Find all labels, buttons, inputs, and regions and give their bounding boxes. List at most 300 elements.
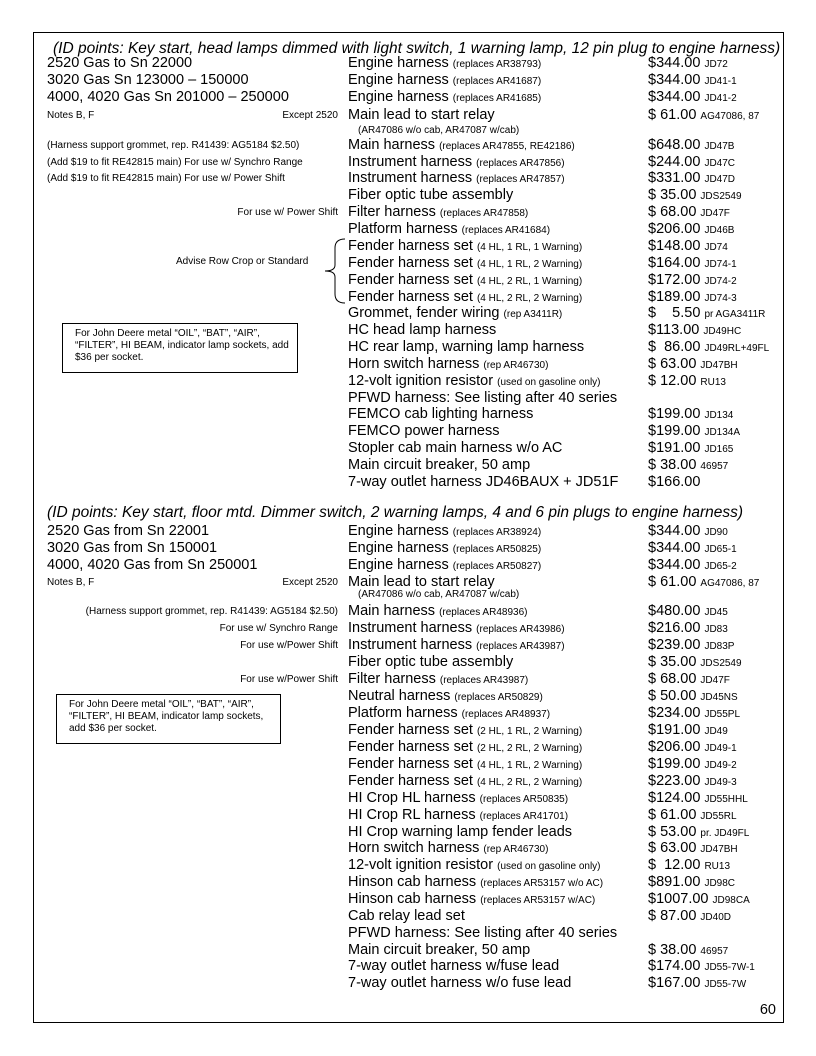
- price: $ 61.00: [648, 807, 697, 823]
- part-code: JD49-3: [704, 777, 737, 788]
- price-cell: [648, 523, 728, 541]
- price: $191.00: [648, 440, 701, 456]
- price: $344.00: [648, 89, 701, 105]
- part-title: Fiber optic tube assembly: [348, 654, 514, 670]
- part-code: JD74-1: [704, 259, 737, 270]
- part-replaces: (2 HL, 2 RL, 2 Warning): [476, 743, 583, 754]
- price-cell: [648, 457, 728, 475]
- price-cell: [648, 671, 730, 689]
- usage-note: For use w/ Power Shift: [237, 207, 338, 218]
- price: $ 63.00: [648, 356, 697, 372]
- part-code: JD47F: [700, 208, 730, 219]
- price-cell: [648, 688, 738, 706]
- price: $239.00: [648, 637, 701, 653]
- price: $ 86.00: [648, 339, 701, 355]
- part-name: [348, 204, 528, 222]
- part-code: 46957: [700, 946, 729, 957]
- part-code: JD47B: [704, 141, 735, 152]
- price-cell: [648, 857, 730, 875]
- price: $174.00: [648, 958, 701, 974]
- part-replaces: (used on gasoline only): [497, 861, 601, 872]
- part-name: [348, 891, 595, 909]
- price-cell: [648, 739, 737, 757]
- list-item: [0, 603, 816, 620]
- price-cell: [648, 807, 737, 825]
- part-title: Platform harness: [348, 705, 458, 721]
- price: $244.00: [648, 154, 701, 170]
- price: $ 38.00: [648, 942, 697, 958]
- model-note: (Harness support grommet, rep. R41439: AG5184 $2.50): [47, 140, 300, 151]
- price-cell: [648, 373, 726, 391]
- part-title: Fiber optic tube assembly: [348, 187, 514, 203]
- list-item: [0, 840, 816, 857]
- price: $164.00: [648, 255, 701, 271]
- part-code: JD55RL: [700, 811, 737, 822]
- part-code: JD41-1: [704, 76, 737, 87]
- price: $ 50.00: [648, 688, 697, 704]
- part-title: Fender harness set: [348, 289, 473, 305]
- price-cell: [648, 637, 734, 655]
- part-title: Engine harness: [348, 72, 449, 88]
- price: $223.00: [648, 773, 701, 789]
- price-cell: [648, 406, 733, 424]
- price-cell: [648, 272, 737, 290]
- price-cell: [648, 305, 765, 323]
- part-replaces: (used on gasoline only): [497, 377, 601, 388]
- part-title: HI Crop warning lamp fender leads: [348, 824, 573, 840]
- part-title: Horn switch harness: [348, 356, 480, 372]
- price: $ 87.00: [648, 908, 697, 924]
- part-replaces: (rep AR46730): [483, 844, 549, 855]
- price-cell: [648, 89, 737, 107]
- price-cell: [648, 654, 742, 672]
- part-title: PFWD harness: See listing after 40 series: [348, 925, 618, 941]
- part-name: [348, 170, 565, 188]
- section2-relay-sub: (AR47086 w/o cab, AR47087 w/cab): [358, 589, 520, 600]
- part-title: HI Crop RL harness: [348, 807, 476, 823]
- part-title: Main circuit breaker, 50 amp: [348, 457, 531, 473]
- part-name: [348, 238, 582, 256]
- usage-note: For use w/ Synchro Range: [219, 623, 338, 634]
- price: $344.00: [648, 523, 701, 539]
- part-title: Platform harness: [348, 221, 458, 237]
- part-code: JD134A: [704, 427, 741, 438]
- price-cell: [648, 187, 742, 205]
- price-cell: [648, 722, 728, 740]
- part-title: Neutral harness: [348, 688, 451, 704]
- price-cell: [648, 603, 728, 621]
- part-replaces: (4 HL, 1 RL, 2 Warning): [476, 259, 583, 270]
- part-replaces: (replaces AR47856): [476, 158, 565, 169]
- part-name: [348, 620, 565, 638]
- part-title: FEMCO cab lighting harness: [348, 406, 534, 422]
- price-cell: [648, 107, 759, 125]
- part-name: [348, 523, 541, 541]
- model-label: 2520 Gas to Sn 22000: [47, 55, 193, 71]
- list-item: [0, 474, 816, 491]
- part-replaces: (4 HL, 1 RL, 2 Warning): [476, 760, 583, 771]
- part-name: [348, 857, 601, 875]
- price: $ 5.50: [648, 305, 701, 321]
- price-cell: [648, 958, 755, 976]
- price-cell: [648, 790, 748, 808]
- list-item: [0, 187, 816, 204]
- part-name: [348, 55, 541, 73]
- part-code: JD45NS: [700, 692, 738, 703]
- part-code: JD49RL+49FL: [704, 343, 770, 354]
- list-item: [0, 523, 816, 540]
- price: $ 35.00: [648, 187, 697, 203]
- price: $891.00: [648, 874, 701, 890]
- price: $206.00: [648, 221, 701, 237]
- part-name: [348, 722, 582, 740]
- part-replaces: (replaces AR38924): [452, 527, 542, 538]
- part-name: [348, 440, 562, 457]
- list-item: [0, 255, 816, 272]
- price: $ 68.00: [648, 204, 697, 220]
- price-cell: [648, 840, 738, 858]
- part-title: Fender harness set: [348, 238, 473, 254]
- model-label: 3020 Gas Sn 123000 – 150000: [47, 72, 249, 88]
- price-cell: [648, 620, 728, 638]
- part-title: Cab relay lead set: [348, 908, 465, 924]
- part-name: [348, 807, 568, 825]
- part-code: JD47BH: [700, 844, 738, 855]
- list-item: [0, 942, 816, 959]
- part-code: RU13: [704, 861, 731, 872]
- price-cell: [648, 423, 740, 441]
- part-replaces: (replaces AR47857): [476, 174, 565, 185]
- list-item: [0, 440, 816, 457]
- list-item: [0, 457, 816, 474]
- part-title: Instrument harness: [348, 170, 473, 186]
- model-note: (Add $19 to fit RE42815 main) For use w/ Synchro Range: [47, 157, 303, 168]
- part-name: [348, 356, 548, 374]
- price-cell: [648, 322, 741, 340]
- part-title: Main harness: [348, 137, 436, 153]
- part-title: 7-way outlet harness w/fuse lead: [348, 958, 560, 974]
- list-item: [0, 305, 816, 322]
- price-cell: [648, 474, 700, 491]
- list-item: [0, 89, 816, 106]
- price-cell: [648, 891, 750, 909]
- price-cell: [648, 574, 759, 592]
- price-cell: [648, 137, 734, 155]
- part-replaces: (4 HL, 1 RL, 1 Warning): [476, 242, 583, 253]
- price: $1007.00: [648, 891, 709, 907]
- list-item: [0, 975, 816, 992]
- part-code: JD165: [704, 444, 734, 455]
- part-title: Fender harness set: [348, 739, 473, 755]
- price: $331.00: [648, 170, 701, 186]
- part-replaces: (replaces AR48937): [461, 709, 551, 720]
- part-code: 46957: [700, 461, 729, 472]
- price-cell: [648, 773, 737, 791]
- part-code: JD134: [704, 410, 734, 421]
- part-title: Fender harness set: [348, 272, 473, 288]
- price: $ 12.00: [648, 857, 701, 873]
- list-item: [0, 824, 816, 841]
- part-title: HC rear lamp, warning lamp harness: [348, 339, 585, 355]
- model-note: (Add $19 to fit RE42815 main) For use w/ Power Shift: [47, 173, 285, 184]
- list-item: [0, 390, 816, 407]
- price: $206.00: [648, 739, 701, 755]
- part-replaces: (replaces AR43987): [476, 641, 565, 652]
- list-item: [0, 654, 816, 671]
- part-title: 7-way outlet harness w/o fuse lead: [348, 975, 572, 991]
- section1-relay-sub: (AR47086 w/o cab, AR47087 w/cab): [358, 125, 520, 136]
- price: $344.00: [648, 72, 701, 88]
- list-item: [0, 170, 816, 187]
- part-title: Fender harness set: [348, 255, 473, 271]
- part-code: JD46B: [704, 225, 735, 236]
- price: $344.00: [648, 540, 701, 556]
- price: $216.00: [648, 620, 701, 636]
- part-name: [348, 255, 582, 273]
- price: $ 68.00: [648, 671, 697, 687]
- usage-note: For use w/Power Shift: [240, 640, 338, 651]
- part-code: JD65-2: [704, 561, 737, 572]
- part-name: [348, 89, 541, 107]
- price: $199.00: [648, 406, 701, 422]
- price: $ 61.00: [648, 574, 697, 590]
- part-replaces: (replaces AR38793): [452, 59, 542, 70]
- part-replaces: (replaces AR50827): [452, 561, 542, 572]
- list-item: [0, 289, 816, 306]
- part-title: Engine harness: [348, 55, 449, 71]
- list-item: [0, 204, 816, 221]
- part-code: JD83: [704, 624, 728, 635]
- part-code: JD49HC: [703, 326, 742, 337]
- part-code: JD41-2: [704, 93, 737, 104]
- part-code: JD74-3: [704, 293, 737, 304]
- part-code: AG47086, 87: [700, 578, 760, 589]
- list-item: [0, 107, 816, 124]
- part-title: Engine harness: [348, 89, 449, 105]
- part-title: HC head lamp harness: [348, 322, 497, 338]
- part-code: pr AGA3411R: [704, 309, 766, 320]
- part-name: [348, 557, 541, 575]
- part-title: FEMCO power harness: [348, 423, 500, 439]
- part-replaces: (2 HL, 1 RL, 2 Warning): [476, 726, 583, 737]
- part-code: RU13: [700, 377, 726, 388]
- price: $199.00: [648, 423, 701, 439]
- part-code: JD98C: [704, 878, 736, 889]
- part-replaces: (replaces AR50835): [479, 794, 569, 805]
- price-cell: [648, 440, 733, 458]
- part-code: JD65-1: [704, 544, 737, 555]
- part-replaces: (replaces AR41701): [479, 811, 569, 822]
- price-cell: [648, 356, 738, 374]
- part-replaces: (replaces AR41684): [461, 225, 551, 236]
- part-title: Hinson cab harness: [348, 891, 477, 907]
- model-label: 4000, 4020 Gas Sn 201000 – 250000: [47, 89, 289, 105]
- part-title: Engine harness: [348, 557, 449, 573]
- part-name: [348, 423, 500, 440]
- part-name: [348, 824, 572, 841]
- list-item: [0, 238, 816, 255]
- part-name: [348, 840, 548, 858]
- part-code: JD83P: [704, 641, 735, 652]
- part-code: JD55HHL: [704, 794, 748, 805]
- part-name: [348, 305, 562, 323]
- list-item: [0, 908, 816, 925]
- usage-note: (Harness support grommet, rep. R41439: AG5184 $2.50): [85, 606, 338, 617]
- part-name: [348, 756, 582, 774]
- part-code: JD47F: [700, 675, 730, 686]
- list-item: [0, 55, 816, 72]
- part-code: JD98CA: [712, 895, 750, 906]
- price: $ 38.00: [648, 457, 697, 473]
- part-title: 12-volt ignition resistor: [348, 857, 494, 873]
- list-item: [0, 671, 816, 688]
- part-code: JDS2549: [700, 658, 742, 669]
- socket-note-box-1: For John Deere metal “OIL”, “BAT”, “AIR”, “FILTER”, HI BEAM, indicator lamp sockets, add $36 per socket.: [62, 323, 298, 373]
- price: $199.00: [648, 756, 701, 772]
- list-item: [0, 807, 816, 824]
- part-replaces: (replaces AR53157 w/o AC): [480, 878, 604, 889]
- part-code: JD55PL: [704, 709, 741, 720]
- part-name: [348, 322, 496, 339]
- list-item: [0, 874, 816, 891]
- part-code: JD40D: [700, 912, 731, 923]
- price-cell: [648, 874, 735, 892]
- bracket-brace: [323, 238, 347, 304]
- part-title: Fender harness set: [348, 756, 473, 772]
- part-name: [348, 790, 568, 808]
- price-cell: [648, 975, 746, 993]
- price: $ 35.00: [648, 654, 697, 670]
- part-title: Main harness: [348, 603, 436, 619]
- part-title: Main lead to start relay: [348, 107, 495, 123]
- part-name: [348, 339, 584, 356]
- part-name: [348, 72, 541, 90]
- part-title: Instrument harness: [348, 620, 473, 636]
- part-title: Horn switch harness: [348, 840, 480, 856]
- part-name: [348, 908, 465, 925]
- part-replaces: (4 HL, 2 RL, 1 Warning): [476, 276, 583, 287]
- part-title: HI Crop HL harness: [348, 790, 476, 806]
- part-code: JD74-2: [704, 276, 737, 287]
- part-title: Instrument harness: [348, 154, 473, 170]
- list-item: [0, 221, 816, 238]
- list-item: [0, 137, 816, 154]
- list-item: [0, 891, 816, 908]
- section1-header: (ID points: Key start, head lamps dimmed with light switch, 1 warning lamp, 12 pin plug to engine harness): [53, 40, 781, 57]
- price: $480.00: [648, 603, 701, 619]
- part-name: [348, 457, 530, 474]
- price-cell: [648, 238, 728, 256]
- part-replaces: (replaces AR50829): [454, 692, 543, 703]
- list-item: [0, 423, 816, 440]
- usage-note: Except 2520: [282, 110, 338, 121]
- price: $ 63.00: [648, 840, 697, 856]
- list-item: [0, 373, 816, 390]
- price-cell: [648, 540, 737, 558]
- part-title: 7-way outlet harness JD46BAUX + JD51F: [348, 474, 619, 490]
- part-name: [348, 874, 603, 892]
- part-name: [348, 688, 543, 706]
- part-title: Hinson cab harness: [348, 874, 477, 890]
- part-name: [348, 107, 495, 124]
- model-note: Notes B, F: [47, 110, 95, 121]
- part-code: pr. JD49FL: [700, 828, 750, 839]
- part-name: [348, 272, 582, 290]
- price-cell: [648, 705, 740, 723]
- usage-note: Except 2520: [282, 577, 338, 588]
- advise-note: Advise Row Crop or Standard: [176, 256, 309, 267]
- model-label: 3020 Gas from Sn 150001: [47, 540, 218, 556]
- part-name: [348, 773, 582, 791]
- part-code: JD74: [704, 242, 728, 253]
- part-code: AG47086, 87: [700, 111, 760, 122]
- part-title: Grommet, fender wiring: [348, 305, 500, 321]
- part-name: [348, 540, 541, 558]
- part-name: [348, 705, 550, 723]
- price: $113.00: [648, 322, 700, 338]
- part-code: JD49: [704, 726, 728, 737]
- list-item: [0, 540, 816, 557]
- part-title: Engine harness: [348, 523, 449, 539]
- part-replaces: (4 HL, 2 RL, 2 Warning): [476, 293, 583, 304]
- part-title: Fender harness set: [348, 722, 473, 738]
- list-item: [0, 72, 816, 89]
- price: $167.00: [648, 975, 701, 991]
- list-item: [0, 773, 816, 790]
- price: $344.00: [648, 55, 701, 71]
- part-replaces: (4 HL, 2 RL, 2 Warning): [476, 777, 583, 788]
- list-item: [0, 756, 816, 773]
- list-item: [0, 620, 816, 637]
- part-title: Main lead to start relay: [348, 574, 495, 590]
- price-cell: [648, 72, 737, 90]
- part-replaces: (replaces AR47858): [439, 208, 529, 219]
- part-code: JD49-1: [704, 743, 737, 754]
- part-code: JD45: [704, 607, 728, 618]
- part-name: [348, 958, 559, 975]
- part-title: 12-volt ignition resistor: [348, 373, 494, 389]
- list-item: [0, 925, 816, 942]
- price: $648.00: [648, 137, 701, 153]
- part-title: Stopler cab main harness w/o AC: [348, 440, 563, 456]
- part-name: [348, 390, 617, 407]
- part-replaces: (replaces AR41687): [452, 76, 542, 87]
- price: $ 12.00: [648, 373, 697, 389]
- list-item: [0, 790, 816, 807]
- part-replaces: (rep A3411R): [503, 309, 563, 320]
- part-replaces: (replaces AR48936): [439, 607, 528, 618]
- price: $234.00: [648, 705, 701, 721]
- list-item: [0, 958, 816, 975]
- list-item: [0, 154, 816, 171]
- part-name: [348, 603, 527, 621]
- model-label: 2520 Gas from Sn 22001: [47, 523, 210, 539]
- price: $148.00: [648, 238, 701, 254]
- price-cell: [648, 55, 728, 73]
- part-replaces: (replaces AR43987): [439, 675, 529, 686]
- price: $166.00: [648, 474, 701, 490]
- part-name: [348, 637, 565, 655]
- price-cell: [648, 339, 769, 357]
- price: $ 61.00: [648, 107, 697, 123]
- list-item: [0, 406, 816, 423]
- page-number: 60: [759, 1002, 776, 1018]
- part-code: JD47D: [704, 174, 736, 185]
- price: $ 53.00: [648, 824, 697, 840]
- part-name: [348, 942, 530, 959]
- part-title: PFWD harness: See listing after 40 series: [348, 390, 618, 406]
- part-title: Instrument harness: [348, 637, 473, 653]
